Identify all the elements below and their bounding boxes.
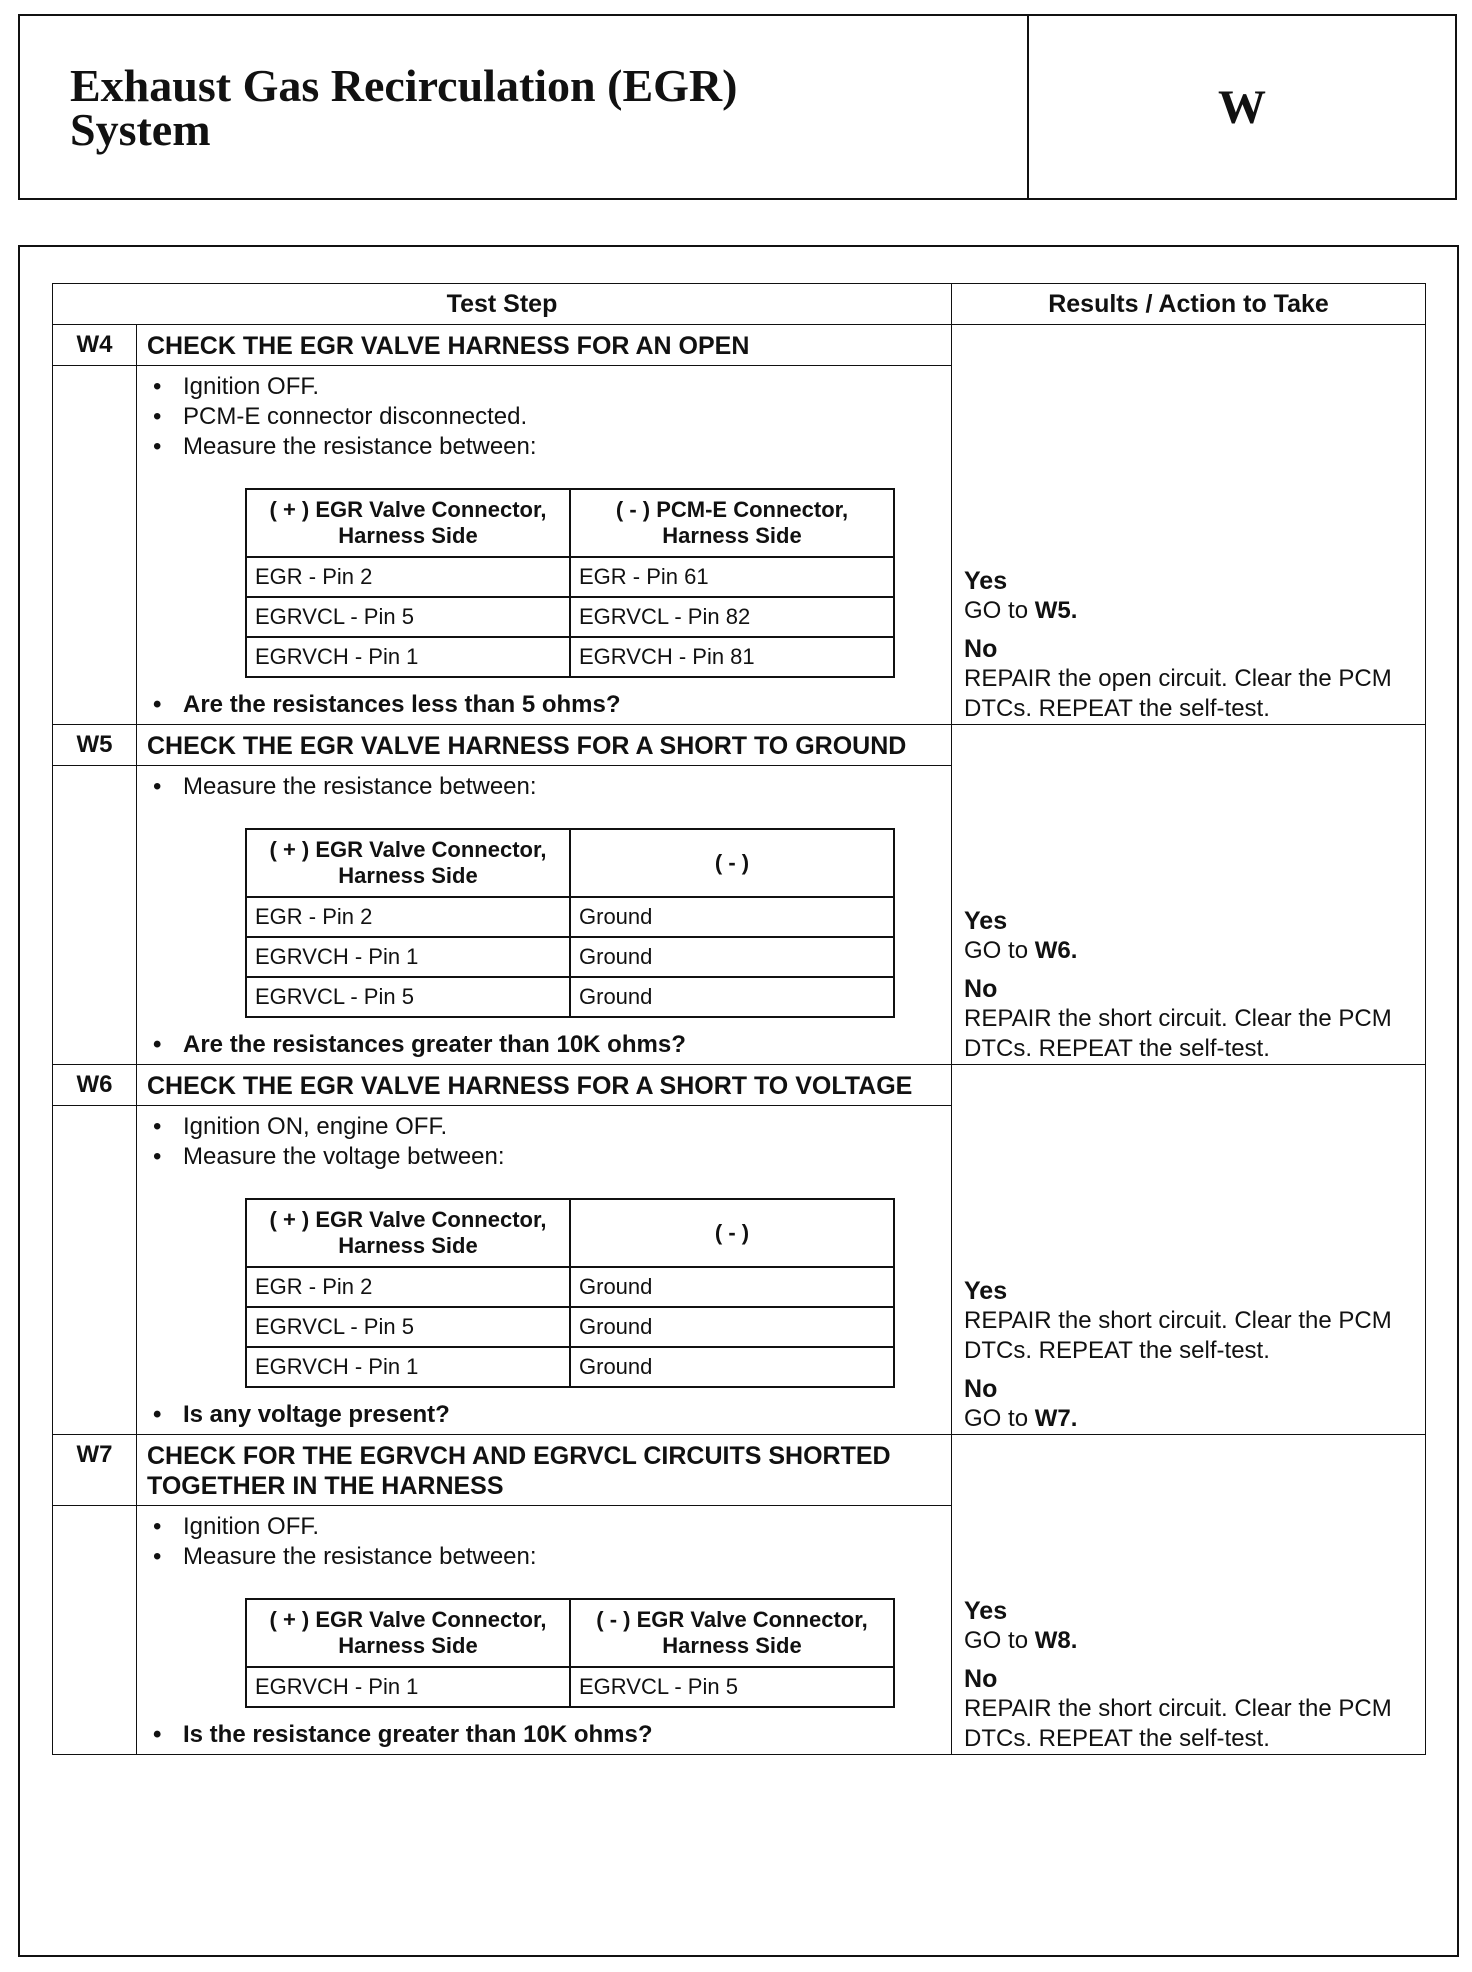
table-row bbox=[246, 1667, 894, 1707]
no-label: No bbox=[964, 1375, 998, 1403]
page-header bbox=[18, 14, 1457, 200]
list-item: • Measure the voltage between: bbox=[145, 1142, 951, 1172]
no-label: No bbox=[964, 975, 998, 1003]
step-body bbox=[137, 766, 952, 1065]
list-item: • Measure the resistance between: bbox=[145, 772, 951, 802]
table-cell: EGRVCL - Pin 5 bbox=[246, 597, 570, 637]
table-cell: Ground bbox=[570, 937, 894, 977]
col-results: Results / Action to Take bbox=[952, 284, 1426, 325]
yes-action: GO to W8. bbox=[964, 1627, 1078, 1654]
measurement-table bbox=[245, 488, 895, 678]
step-body bbox=[137, 1106, 952, 1435]
negative-lead-header: ( - ) bbox=[570, 829, 894, 897]
step-title-row bbox=[53, 1065, 1426, 1106]
table-header-row bbox=[53, 284, 1426, 325]
table-cell: EGR - Pin 2 bbox=[246, 557, 570, 597]
step-question: • Is any voltage present? bbox=[145, 1400, 951, 1430]
table-cell: EGRVCH - Pin 1 bbox=[246, 937, 570, 977]
no-label: No bbox=[964, 1665, 998, 1693]
step-question: • Are the resistances less than 5 ohms? bbox=[145, 690, 951, 720]
table-cell: EGRVCH - Pin 1 bbox=[246, 1347, 570, 1387]
step-body bbox=[137, 366, 952, 725]
table-cell: EGR - Pin 2 bbox=[246, 1267, 570, 1307]
instruction-list bbox=[145, 372, 951, 462]
yes-label: Yes bbox=[964, 1597, 1008, 1625]
measurement-header-row bbox=[246, 1199, 894, 1267]
positive-lead-header: ( + ) EGR Valve Connector, Harness Side bbox=[246, 489, 570, 557]
instruction-list bbox=[145, 1512, 951, 1572]
measurement-header-row bbox=[246, 829, 894, 897]
table-row bbox=[246, 897, 894, 937]
table-row bbox=[246, 977, 894, 1017]
table-cell: Ground bbox=[570, 1267, 894, 1307]
step-results bbox=[952, 1065, 1426, 1435]
measurement-table bbox=[245, 1598, 895, 1708]
step-title: CHECK THE EGR VALVE HARNESS FOR A SHORT TO VOLTAGE bbox=[137, 1065, 952, 1106]
table-cell: EGRVCH - Pin 1 bbox=[246, 1667, 570, 1707]
page-title bbox=[70, 60, 738, 155]
yes-label: Yes bbox=[964, 567, 1008, 595]
list-item: • Ignition OFF. bbox=[145, 372, 951, 402]
section-code: W bbox=[1218, 80, 1266, 134]
table-cell: Ground bbox=[570, 1347, 894, 1387]
question-list bbox=[145, 690, 951, 720]
no-action: REPAIR the open circuit. Clear the PCM DTCs. REPEAT the self-test. bbox=[964, 665, 1392, 722]
goto-step: W5. bbox=[1034, 597, 1078, 624]
step-title: CHECK FOR THE EGRVCH AND EGRVCL CIRCUITS SHORTED TOGETHER IN THE HARNESS bbox=[137, 1435, 952, 1506]
positive-lead-header: ( + ) EGR Valve Connector, Harness Side bbox=[246, 1599, 570, 1667]
table-cell: Ground bbox=[570, 977, 894, 1017]
step-id: W5 bbox=[53, 725, 137, 766]
question-list bbox=[145, 1030, 951, 1060]
list-item: • Ignition ON, engine OFF. bbox=[145, 1112, 951, 1142]
negative-lead-header: ( - ) PCM-E Connector, Harness Side bbox=[570, 489, 894, 557]
goto-step: W6. bbox=[1034, 937, 1078, 964]
negative-lead-header: ( - ) bbox=[570, 1199, 894, 1267]
negative-lead-header: ( - ) EGR Valve Connector, Harness Side bbox=[570, 1599, 894, 1667]
no-action: REPAIR the short circuit. Clear the PCM DTCs. REPEAT the self-test. bbox=[964, 1695, 1392, 1752]
step-id-blank bbox=[53, 1506, 137, 1755]
no-label: No bbox=[964, 635, 998, 663]
table-cell: EGRVCL - Pin 5 bbox=[246, 977, 570, 1017]
step-title-row bbox=[53, 1435, 1426, 1506]
table-cell: Ground bbox=[570, 1307, 894, 1347]
goto-step: W8. bbox=[1034, 1627, 1078, 1654]
table-cell: EGR - Pin 61 bbox=[570, 557, 894, 597]
step-question: • Are the resistances greater than 10K ohms? bbox=[145, 1030, 951, 1060]
no-action: REPAIR the short circuit. Clear the PCM DTCs. REPEAT the self-test. bbox=[964, 1005, 1392, 1062]
step-body bbox=[137, 1506, 952, 1755]
table-cell: EGRVCL - Pin 82 bbox=[570, 597, 894, 637]
step-title-row bbox=[53, 725, 1426, 766]
measurement-header-row bbox=[246, 489, 894, 557]
title-line-2: System bbox=[70, 104, 211, 155]
table-row bbox=[246, 637, 894, 677]
table-cell: Ground bbox=[570, 897, 894, 937]
step-id-blank bbox=[53, 766, 137, 1065]
list-item: • Measure the resistance between: bbox=[145, 1542, 951, 1572]
step-question: • Is the resistance greater than 10K ohms? bbox=[145, 1720, 951, 1750]
step-id: W7 bbox=[53, 1435, 137, 1506]
step-id-blank bbox=[53, 1106, 137, 1435]
table-row bbox=[246, 1307, 894, 1347]
yes-action: GO to W5. bbox=[964, 597, 1078, 624]
table-row bbox=[246, 557, 894, 597]
col-test-step: Test Step bbox=[53, 284, 952, 325]
step-title: CHECK THE EGR VALVE HARNESS FOR AN OPEN bbox=[137, 325, 952, 366]
step-results bbox=[952, 325, 1426, 725]
positive-lead-header: ( + ) EGR Valve Connector, Harness Side bbox=[246, 1199, 570, 1267]
instruction-list bbox=[145, 772, 951, 802]
goto-step: W7. bbox=[1034, 1405, 1078, 1432]
table-cell: EGR - Pin 2 bbox=[246, 897, 570, 937]
table-row bbox=[246, 1347, 894, 1387]
instruction-list bbox=[145, 1112, 951, 1172]
step-title: CHECK THE EGR VALVE HARNESS FOR A SHORT TO GROUND bbox=[137, 725, 952, 766]
step-id: W4 bbox=[53, 325, 137, 366]
step-title-row bbox=[53, 325, 1426, 366]
table-cell: EGRVCL - Pin 5 bbox=[570, 1667, 894, 1707]
step-results bbox=[952, 725, 1426, 1065]
question-list bbox=[145, 1400, 951, 1430]
table-row bbox=[246, 1267, 894, 1307]
yes-action: REPAIR the short circuit. Clear the PCM DTCs. REPEAT the self-test. bbox=[964, 1307, 1392, 1364]
measurement-table bbox=[245, 1198, 895, 1388]
table-cell: EGRVCH - Pin 1 bbox=[246, 637, 570, 677]
test-step-table bbox=[52, 283, 1426, 1755]
list-item: • Measure the resistance between: bbox=[145, 432, 951, 462]
no-action: GO to W7. bbox=[964, 1405, 1078, 1432]
step-results bbox=[952, 1435, 1426, 1755]
measurement-header-row bbox=[246, 1599, 894, 1667]
yes-action: GO to W6. bbox=[964, 937, 1078, 964]
positive-lead-header: ( + ) EGR Valve Connector, Harness Side bbox=[246, 829, 570, 897]
table-row bbox=[246, 937, 894, 977]
yes-label: Yes bbox=[964, 1277, 1008, 1305]
table-cell: EGRVCL - Pin 5 bbox=[246, 1307, 570, 1347]
title-line-1: Exhaust Gas Recirculation (EGR) bbox=[70, 60, 738, 111]
question-list bbox=[145, 1720, 951, 1750]
table-row bbox=[246, 597, 894, 637]
step-id-blank bbox=[53, 366, 137, 725]
list-item: • Ignition OFF. bbox=[145, 1512, 951, 1542]
yes-label: Yes bbox=[964, 907, 1008, 935]
measurement-table bbox=[245, 828, 895, 1018]
table-cell: EGRVCH - Pin 81 bbox=[570, 637, 894, 677]
list-item: • PCM-E connector disconnected. bbox=[145, 402, 951, 432]
step-id: W6 bbox=[53, 1065, 137, 1106]
